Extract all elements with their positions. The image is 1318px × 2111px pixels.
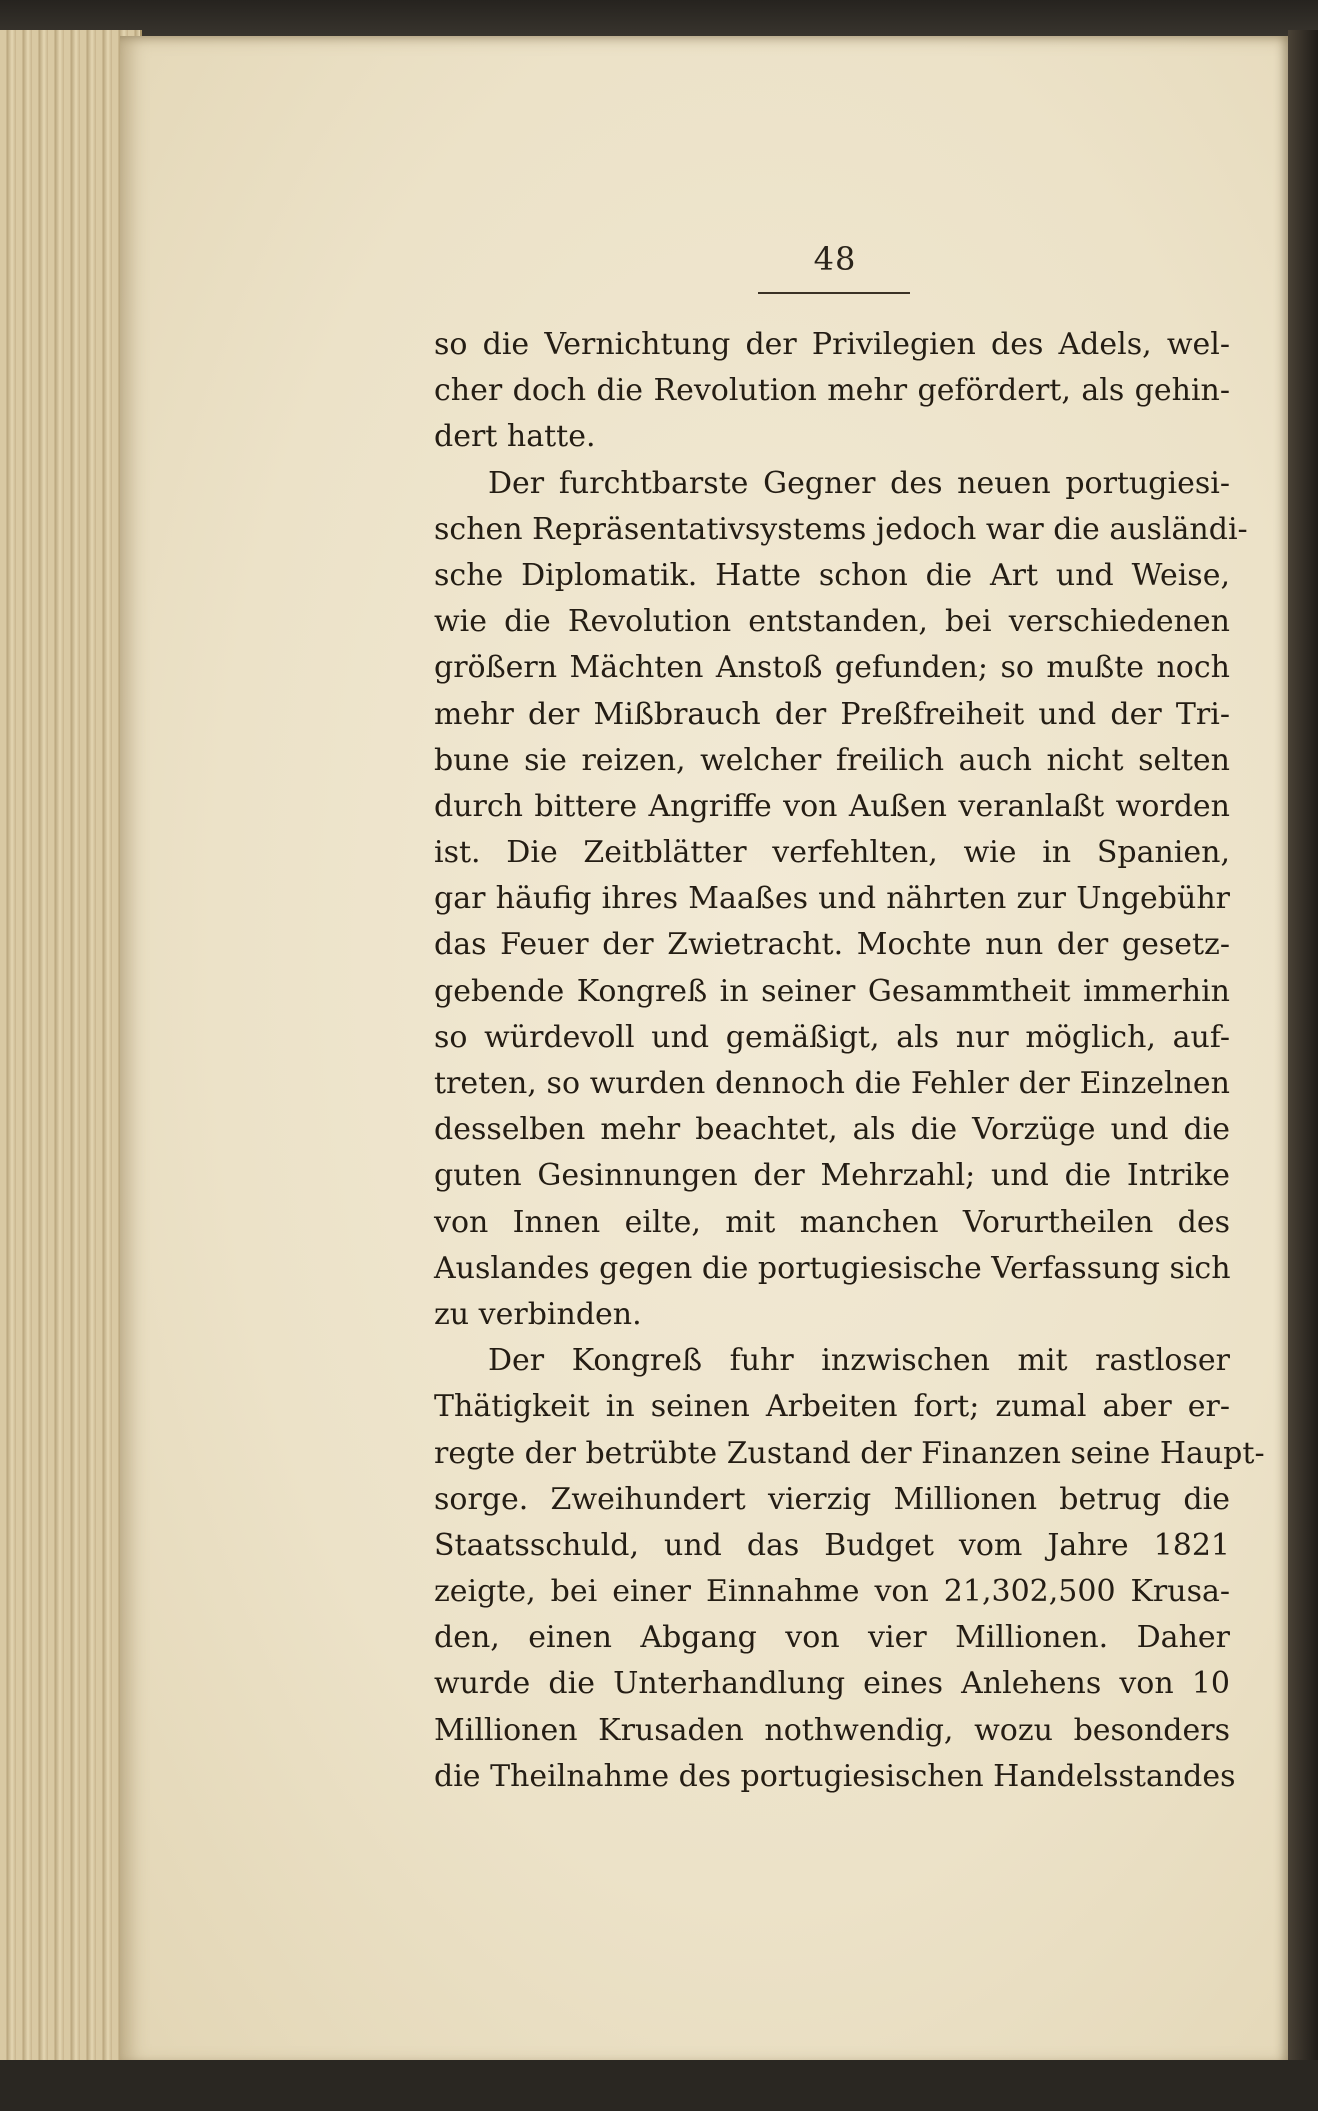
binding-shadow <box>1288 30 1318 2111</box>
text-line: von Innen eilte, mit manchen Vorurtheilen des <box>434 1204 1230 1240</box>
text-line: wurde die Unterhandlung eines Anlehens von 10 <box>434 1666 1230 1702</box>
text-line: desselben mehr beachtet, als die Vorzüge und die <box>434 1112 1230 1148</box>
text-line: Staatsschuld, und das Budget vom Jahre 1821 <box>434 1527 1230 1563</box>
text-line: Der Kongreß fuhr inzwischen mit rastloser <box>488 1343 1230 1379</box>
text-line: Thätigkeit in seinen Arbeiten fort; zumal aber er- <box>434 1389 1230 1425</box>
text-line: so die Vernichtung der Privilegien des Adels, wel- <box>434 327 1230 362</box>
text-line: cher doch die Revolution mehr gefördert, als gehin- <box>434 373 1230 409</box>
header-rule <box>758 292 910 294</box>
text-line: Der furchtbarste Gegner des neuen portugiesi- <box>488 465 1230 501</box>
text-line: Auslandes gegen die portugiesische Verfassung sich <box>434 1250 1231 1286</box>
text-line: größern Mächten Anstoß gefunden; so mußte noch <box>434 650 1230 686</box>
text-line: dert hatte. <box>434 419 596 455</box>
text-line: gar häufig ihres Maaßes und nährten zur Ungebühr <box>434 881 1230 917</box>
book-bottom-edge <box>0 2060 1318 2111</box>
text-line: gebende Kongreß in seiner Gesammtheit immerhin <box>434 973 1230 1009</box>
page-number: 48 <box>813 240 857 278</box>
text-line: bune sie reizen, welcher freilich auch nicht selten <box>434 742 1230 778</box>
text-line: mehr der Mißbrauch der Preßfreiheit und der Tri- <box>434 696 1230 732</box>
text-line: sche Diplomatik. Hatte schon die Art und Weise, <box>434 557 1230 593</box>
text-line: das Feuer der Zwietracht. Mochte nun der gesetz- <box>434 927 1230 963</box>
text-line: Millionen Krusaden nothwendig, wozu besonders <box>434 1712 1230 1748</box>
text-line: schen Repräsentativsystems jedoch war die ausländi- <box>434 511 1248 547</box>
text-line: sorge. Zweihundert vierzig Millionen betrug die <box>434 1481 1230 1517</box>
book-top-edge <box>0 0 1318 40</box>
text-line: die Theilnahme des portugiesischen Handelsstandes <box>434 1758 1236 1794</box>
text-line: guten Gesinnungen der Mehrzahl; und die Intrike <box>434 1158 1230 1194</box>
text-line: zeigte, bei einer Einnahme von 21,302,500 Krusa- <box>434 1574 1230 1610</box>
text-line: den, einen Abgang von vier Millionen. Daher <box>434 1620 1230 1656</box>
text-line: so würdevoll und gemäßigt, als nur möglich, auf- <box>434 1019 1230 1055</box>
body-text <box>434 322 1265 1800</box>
text-line: zu verbinden. <box>434 1296 642 1332</box>
text-line: durch bittere Angriffe von Außen veranlaßt worden <box>434 788 1230 824</box>
text-line: regte der betrübte Zustand der Finanzen seine Haupt- <box>434 1435 1265 1471</box>
text-line: wie die Revolution entstanden, bei verschiedenen <box>434 604 1230 640</box>
text-line: treten, so wurden dennoch die Fehler der Einzelnen <box>434 1066 1230 1101</box>
text-line: ist. Die Zeitblätter verfehlten, wie in Spanien, <box>434 835 1230 871</box>
